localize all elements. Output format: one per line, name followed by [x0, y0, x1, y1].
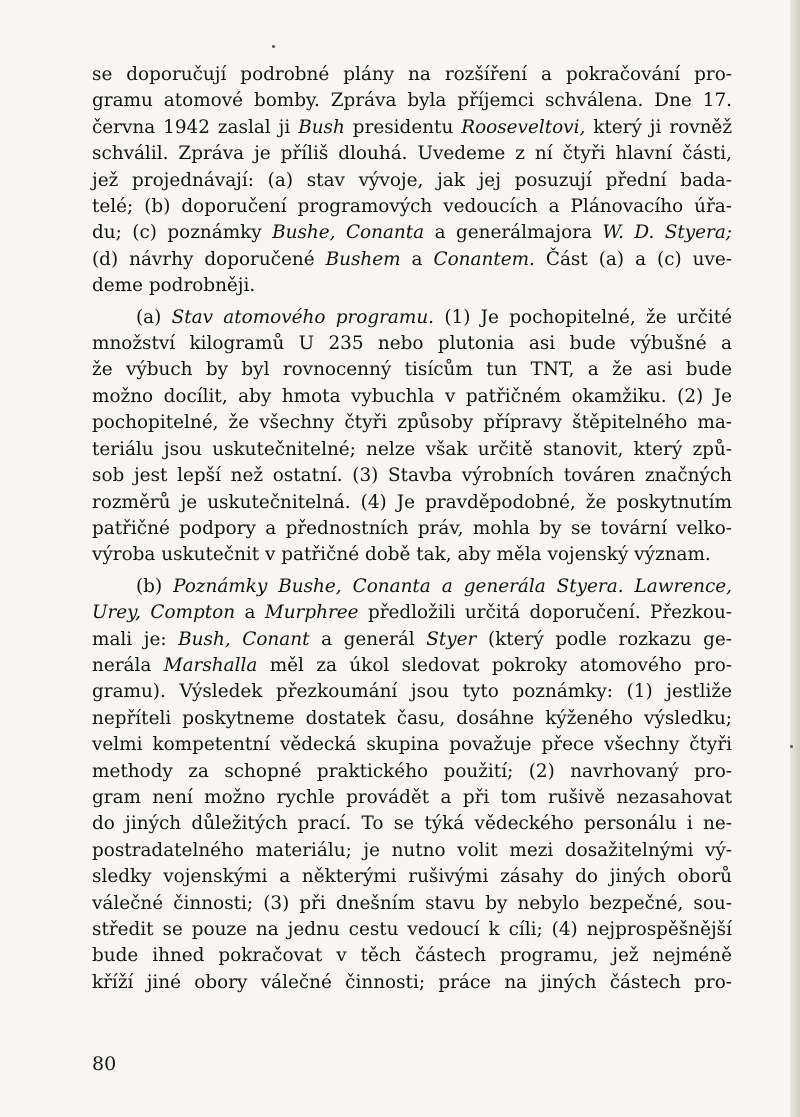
text-line: patřičné podpory a přednostních práv, mohla by se tovární velko- — [92, 517, 732, 539]
text-run: a — [400, 248, 434, 270]
text-run: (a) — [136, 306, 172, 328]
text-line: množství kilogramů U 235 nebo plutonia asi bude výbušné a — [92, 333, 732, 355]
text-line — [92, 220, 732, 246]
text-line: schválil. Zpráva je příliš dlouhá. Uvedeme z ní čtyři hlavní části, — [92, 143, 732, 165]
text-run: měl za úkol sledovat pokroky atomového pro- — [257, 654, 732, 676]
person-name: Conantem. — [433, 248, 535, 270]
person-name: Bushe, Conanta — [272, 222, 425, 244]
text-line: sledky vojenskými a některými rušivými zásahy do jiných oborů — [92, 866, 732, 888]
text-line: kříží jiné obory válečné činnosti; práce na jiných částech pro- — [92, 971, 732, 993]
text-line: methody za schopné praktického použití; (2) navrhovaný pro- — [92, 760, 732, 782]
text-line — [92, 600, 732, 626]
text-line: nepříteli poskytneme dostatek času, dosáhne kýženého výsledku; — [92, 707, 732, 729]
text-line: středit se pouze na jednu cestu vedoucí k cíli; (4) nejprospěšnější — [92, 919, 732, 940]
text-run: který ji rovněž — [585, 116, 733, 138]
person-name: W. D. Styera; — [602, 222, 732, 244]
page-number: 80 — [92, 1053, 117, 1075]
person-name: Bush, Conant — [178, 628, 310, 650]
text-line: jež projednávají: (a) stav vývoje, jak jej posuzují přední bada- — [92, 169, 732, 191]
text-line: gramu). Výsledek přezkoumání jsou tyto poznámky: (1) jestliže — [92, 681, 732, 703]
text-line: postradatelného materiálu; je nutno volit mezi dosažitelnými vý- — [92, 839, 732, 861]
person-name: Rooseveltovi, — [461, 116, 586, 138]
text-run: a generálmajora — [424, 222, 603, 244]
body-text — [92, 62, 732, 996]
text-line — [92, 247, 732, 273]
text-line — [92, 305, 732, 331]
text-line — [92, 115, 732, 141]
text-line — [92, 574, 732, 600]
text-run: (d) návrhy doporučené — [92, 248, 326, 270]
page-edge-shadow — [790, 0, 800, 1117]
section-heading: Stav atomového programu. — [171, 306, 435, 328]
text-line — [92, 627, 732, 653]
text-line: sob jest lepší než ostatní. (3) Stavba výrobních továren značných — [92, 465, 732, 487]
paragraph-3 — [92, 574, 732, 997]
person-name: Bushem — [325, 248, 401, 270]
text-run: Část (a) a (c) uve- — [534, 248, 733, 270]
text-line: teriálu jsou uskutečnitelné; nelze však určitě stanovit, který způ- — [92, 438, 732, 460]
text-run: a generál — [309, 628, 427, 650]
person-name: Urey, Compton — [92, 602, 236, 624]
text-line: gram není možno rychle provádět a při tom rušivě nezasahovat — [92, 786, 732, 808]
text-run: mali je: — [92, 628, 179, 650]
text-run: du; (c) poznámky — [92, 222, 273, 244]
text-line — [92, 653, 732, 679]
text-run: (b) — [136, 575, 174, 597]
section-heading: Poznámky Bushe, Conanta a generála Styera. Lawrence, — [173, 575, 732, 597]
print-speck — [272, 45, 275, 48]
text-line: bude ihned pokračovat v těch částech programu, jež nejméně — [92, 945, 732, 967]
text-line: telé; (b) doporučení programových vedoucích a Plánovacího úřa- — [92, 196, 732, 218]
text-run: nerála — [92, 654, 164, 676]
person-name: Murphree — [264, 602, 359, 624]
text-line: gramu atomové bomby. Zpráva byla příjemci schválena. Dne 17. — [92, 90, 732, 112]
paragraph-2 — [92, 305, 732, 569]
text-run: presidentu — [344, 116, 462, 138]
text-line: válečné činnosti; (3) při dnešním stavu by nebylo bezpečné, sou- — [92, 892, 732, 914]
person-name: Bush — [298, 116, 345, 138]
text-line: se doporučují podrobné plány na rozšíření a pokračování pro- — [92, 64, 732, 85]
text-run: a — [235, 602, 265, 624]
print-speck — [790, 745, 793, 748]
paragraph-1 — [92, 62, 732, 300]
text-run: června 1942 zaslal ji — [92, 116, 299, 138]
text-run: (1) Je pochopitelné, že určité — [434, 306, 732, 328]
text-line: pochopitelné, že všechny čtyři způsoby přípravy štěpitelného ma- — [92, 412, 732, 434]
text-line: výroba uskutečnit v patřičné době tak, aby měla vojenský význam. — [92, 544, 711, 566]
person-name: Styer — [426, 628, 477, 650]
text-line: rozměrů je uskutečnitelná. (4) Je pravděpodobné, že poskytnutím — [92, 491, 732, 513]
text-line: deme podrobněji. — [92, 275, 256, 297]
text-line: možno docílit, aby hmota vybuchla v patřičném okamžiku. (2) Je — [92, 385, 732, 407]
text-line: do jiných důležitých prací. To se týká vědeckého personálu i ne- — [92, 813, 732, 835]
text-line: že výbuch by byl rovnocenný tisícům tun TNT, a že asi bude — [92, 359, 732, 381]
person-name: Marshalla — [163, 654, 258, 676]
text-run: předložili určitá doporučení. Přezkou- — [358, 602, 732, 624]
text-line: velmi kompetentní vědecká skupina považuje přece všechny čtyři — [92, 734, 732, 756]
text-run: (který podle rozkazu ge- — [476, 628, 732, 650]
